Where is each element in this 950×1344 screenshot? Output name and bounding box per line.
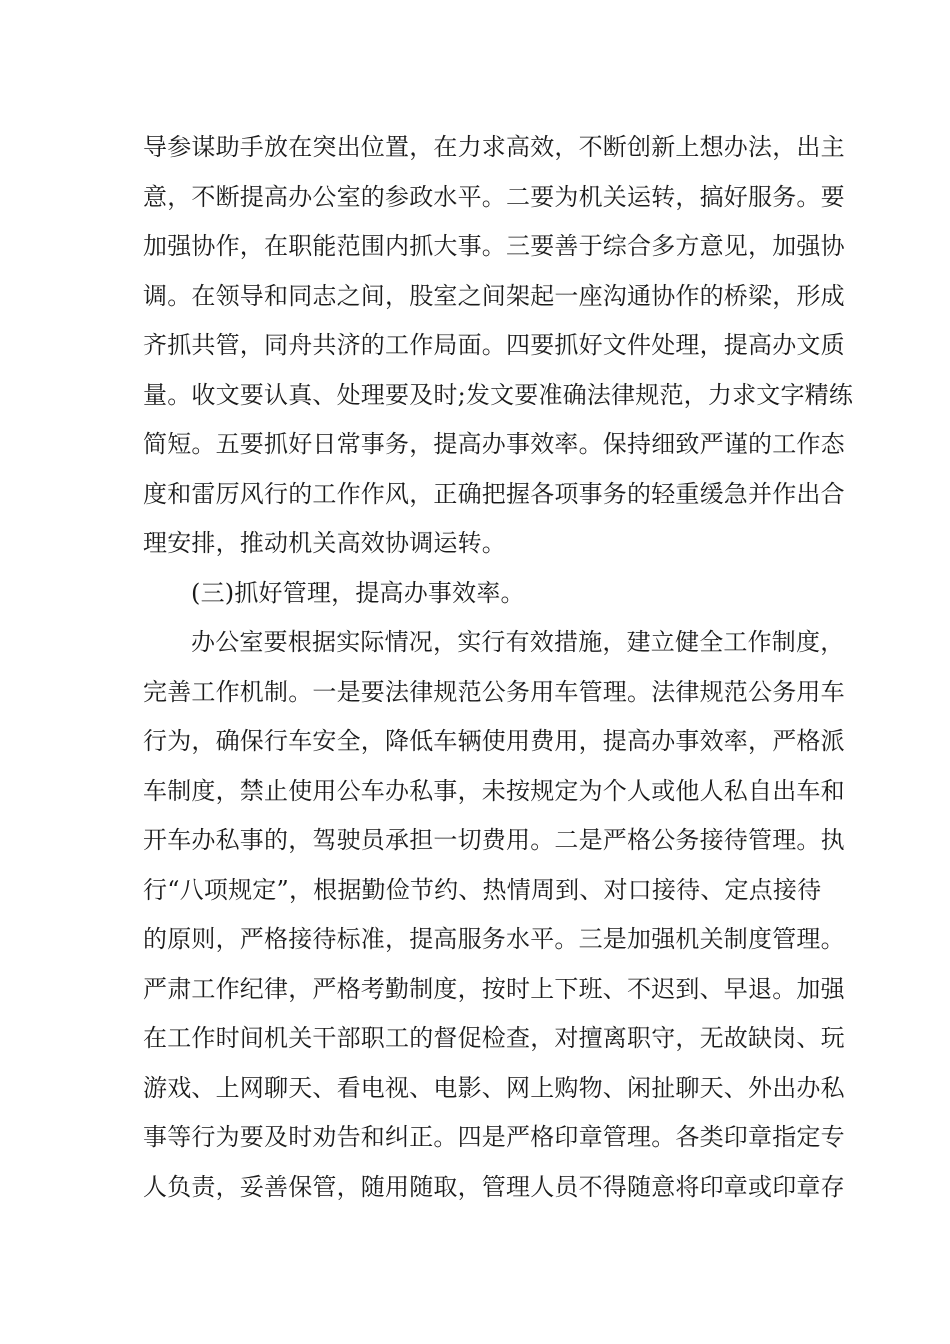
text-line: 行为，确保行车安全，降低车辆使用费用，提高办事效率，严格派	[143, 727, 845, 755]
text-line: 的原则，严格接待标准，提高服务水平。三是加强机关制度管理。	[143, 925, 845, 953]
text-line: 车制度，禁止使用公车办私事，未按规定为个人或他人私自出车和	[143, 776, 845, 805]
text-line: 人负责，妥善保管，随用随取，管理人员不得随意将印章或印章存	[143, 1172, 845, 1201]
text-line: 导参谋助手放在突出位置，在力求高效，不断创新上想办法，出主	[143, 133, 845, 161]
text-line: 理安排，推动机关高效协调运转。	[143, 529, 506, 557]
text-line: 事等行为要及时劝告和纠正。四是严格印章管理。各类印章指定专	[143, 1123, 845, 1151]
text-line: 完善工作机制。一是要法律规范公务用车管理。法律规范公务用车	[143, 677, 845, 706]
text-line: 行“八项规定”，根据勤俭节约、热情周到、对口接待、定点接待	[143, 875, 822, 904]
text-line: 调。在领导和同志之间，股室之间架起一座沟通协作的桥梁，形成	[143, 281, 845, 310]
text-line: 加强协作，在职能范围内抓大事。三要善于综合多方意见，加强协	[143, 232, 845, 260]
section-heading: (三)抓好管理，提高办事效率。	[191, 578, 525, 607]
text-line: 齐抓共管，同舟共济的工作局面。四要抓好文件处理，提高办文质	[143, 331, 845, 359]
text-line: 意，不断提高办公室的参政水平。二要为机关运转，搞好服务。要	[143, 182, 845, 211]
text-line: 简短。五要抓好日常事务，提高办事效率。保持细致严谨的工作态	[143, 430, 845, 458]
text-line: 度和雷厉风行的工作作风，正确把握各项事务的轻重缓急并作出合	[143, 479, 845, 508]
text-line: 游戏、上网聊天、看电视、电影、网上购物、闲扯聊天、外出办私	[143, 1073, 845, 1102]
text-line: 量。收文要认真、处理要及时;发文要准确法律规范，力求文字精练	[143, 380, 854, 409]
text-line: 在工作时间机关干部职工的督促检查，对擅离职守，无故缺岗、玩	[143, 1024, 845, 1052]
text-line: 开车办私事的，驾驶员承担一切费用。二是严格公务接待管理。执	[143, 826, 845, 854]
text-line: 办公室要根据实际情况，实行有效措施，建立健全工作制度，	[191, 628, 845, 656]
text-line: 严肃工作纪律，严格考勤制度，按时上下班、不迟到、早退。加强	[143, 974, 845, 1003]
